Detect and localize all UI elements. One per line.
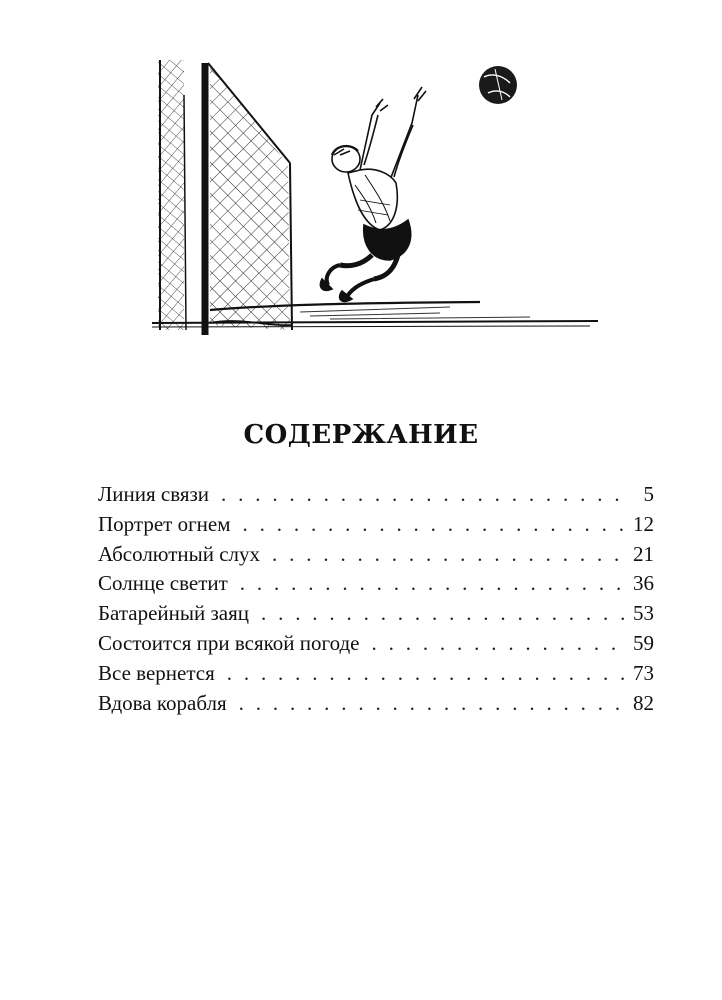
dot-leader	[240, 569, 624, 599]
table-of-contents	[98, 480, 654, 718]
toc-entry-title: Вдова корабля	[98, 690, 227, 715]
left-net	[158, 60, 186, 330]
toc-entry-title: Абсолютный слух	[98, 541, 261, 566]
toc-entry[interactable]	[98, 599, 654, 629]
toc-entry[interactable]	[98, 689, 654, 719]
toc-entry-title: Портрет огнем	[98, 511, 231, 536]
toc-entry[interactable]	[98, 510, 654, 540]
dot-leader	[221, 480, 624, 510]
toc-entry-page: 59	[633, 630, 654, 655]
toc-entry[interactable]	[98, 659, 654, 689]
toc-entry[interactable]	[98, 629, 654, 659]
toc-entry-title: Все вернется	[98, 660, 215, 685]
toc-entry-page: 36	[633, 571, 654, 596]
toc-title: СОДЕРЖАНИЕ	[243, 420, 479, 450]
goalkeeper-figure	[320, 87, 426, 301]
dot-leader	[243, 510, 624, 540]
goalkeeper-illustration	[150, 55, 600, 345]
toc-entry-title: Батарейный заяц	[98, 601, 249, 626]
toc-entry-page: 12	[633, 511, 654, 536]
toc-entry-page: 73	[633, 660, 654, 685]
goal-net	[205, 63, 292, 335]
dot-leader	[261, 599, 624, 629]
ball-icon	[479, 66, 517, 104]
toc-entry[interactable]	[98, 569, 654, 599]
toc-entry-page: 53	[633, 601, 654, 626]
dot-leader	[227, 659, 624, 689]
toc-entry-title: Линия связи	[98, 482, 210, 506]
toc-entry-title: Состоится при всякой погоде	[98, 630, 360, 655]
toc-entry-title: Солнце светит	[98, 571, 228, 596]
dot-leader	[239, 689, 624, 719]
toc-entry[interactable]	[98, 540, 654, 570]
dot-leader	[372, 629, 624, 659]
toc-entry-page: 5	[643, 482, 654, 506]
toc-entry-page: 82	[633, 690, 654, 715]
dot-leader	[272, 540, 624, 570]
toc-entry-page: 21	[633, 541, 654, 566]
toc-entry[interactable]	[98, 480, 654, 510]
